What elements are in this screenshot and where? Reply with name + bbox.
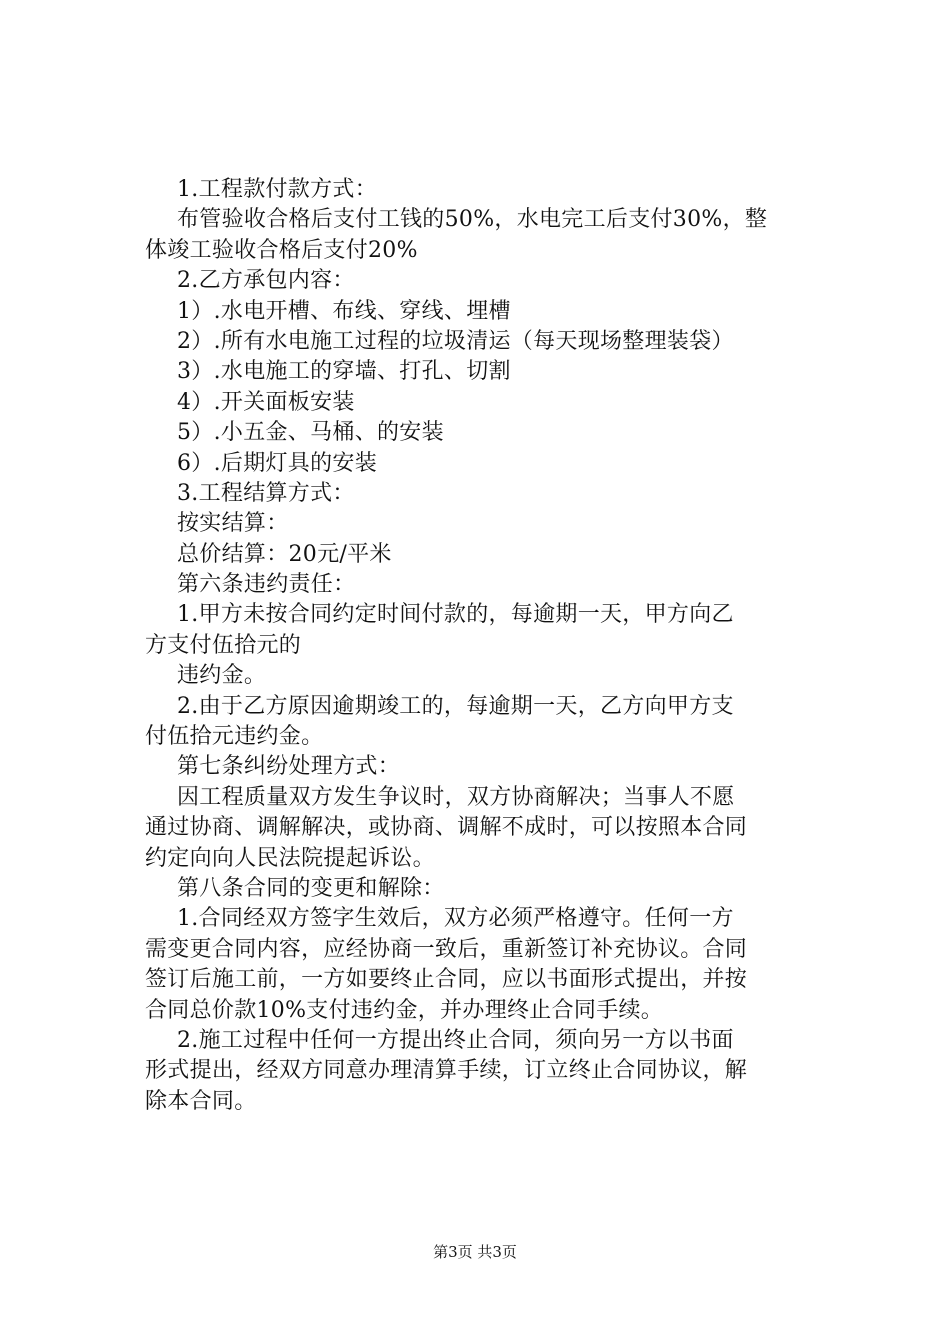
document-line: 1.合同经双方签字生效后，双方必须严格遵守。任何一方 [177,906,734,932]
document-line: 付伍拾元违约金。 [145,724,324,750]
document-line: 总价结算：20元/平米 [177,541,392,567]
document-line: 方支付伍拾元的 [145,632,302,658]
document-line: 约定向向人民法院提起诉讼。 [145,845,435,871]
document-line: 体竣工验收合格后支付20% [145,237,418,263]
document-line: 2）.所有水电施工过程的垃圾清运（每天现场整理装袋） [177,328,734,354]
document-line: 2.施工过程中任何一方提出终止合同，须向另一方以书面 [177,1027,734,1053]
document-line: 3）.水电施工的穿墙、打孔、切割 [177,359,511,385]
document-line: 1.甲方未按合同约定时间付款的，每逾期一天，甲方向乙 [177,602,734,628]
document-line: 6）.后期灯具的安装 [177,450,377,476]
document-line: 合同总价款10%支付违约金，并办理终止合同手续。 [145,997,664,1023]
document-line: 需变更合同内容，应经协商一致后，重新签订补充协议。合同 [145,936,748,962]
document-line: 5）.小五金、马桶、的安装 [177,420,444,446]
document-line: 第八条合同的变更和解除： [177,875,445,901]
document-line: 通过协商、调解解决，或协商、调解不成时，可以按照本合同 [145,815,748,841]
document-line: 2.乙方承包内容： [177,268,355,294]
document-line: 签订后施工前，一方如要终止合同，应以书面形式提出，并按 [145,967,748,993]
document-line: 3.工程结算方式： [177,480,355,506]
document-line: 布管验收合格后支付工钱的50%，水电完工后支付30%，整 [177,207,768,233]
document-line: 1）.水电开槽、布线、穿线、埋槽 [177,298,511,324]
document-line: 4）.开关面板安装 [177,389,355,415]
document-line: 第六条违约责任： [177,572,356,598]
document-line: 2.由于乙方原因逾期竣工的，每逾期一天，乙方向甲方支 [177,693,734,719]
document-line: 除本合同。 [145,1088,257,1114]
document-line: 违约金。 [177,663,267,689]
document-line: 1.工程款付款方式： [177,177,377,202]
document-line: 按实结算： [177,511,289,537]
page-number-label: 第3页 共3页 [433,1243,517,1261]
document-line: 因工程质量双方发生争议时，双方协商解决；当事人不愿 [177,784,735,810]
document-line: 形式提出，经双方同意办理清算手续，订立终止合同协议，解 [145,1058,748,1084]
document-body [145,175,835,1117]
document-line: 第七条纠纷处理方式： [177,754,401,780]
page-footer [0,1242,950,1262]
